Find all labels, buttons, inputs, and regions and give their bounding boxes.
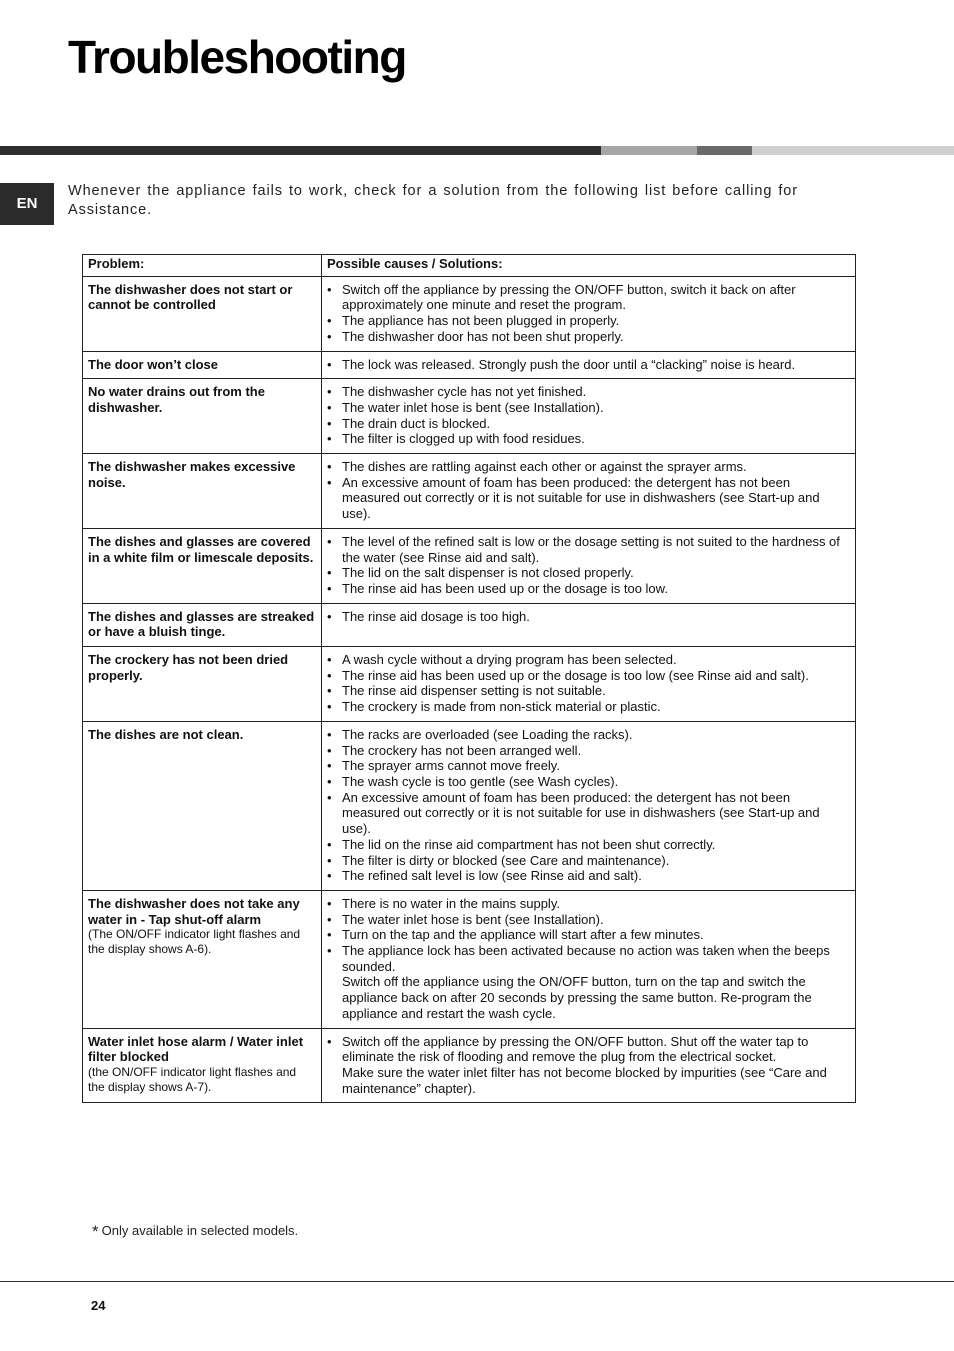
problem-title: No water drains out from the dishwasher.: [88, 384, 265, 415]
solution-item: • The wash cycle is too gentle (see Wash cycles).: [327, 774, 850, 790]
solutions-cell: [322, 276, 856, 351]
solution-item: • A wash cycle without a drying program has been selected.: [327, 652, 850, 668]
table-row: [83, 1028, 856, 1103]
solution-item: • The rinse aid has been used up or the dosage is too low.: [327, 581, 850, 597]
solution-item: • Switch off the appliance by pressing the ON/OFF button. Shut off the water tap to eliminate the risk of flooding and remove the plug from the electrical socket.: [327, 1034, 850, 1065]
solutions-list: [327, 727, 850, 884]
solution-item: • The crockery is made from non-stick material or plastic.: [327, 699, 850, 715]
problem-cell: [83, 276, 322, 351]
problem-title: The door won’t close: [88, 356, 219, 372]
solutions-list: [327, 459, 850, 522]
solution-item: • The filter is dirty or blocked (see Care and maintenance).: [327, 853, 850, 869]
solutions-cell: [322, 603, 856, 646]
solutions-list: [327, 896, 850, 1022]
intro-text: Whenever the appliance fails to work, check for a solution from the following list before calling for Assistance.: [68, 183, 798, 218]
solution-item: • The water inlet hose is bent (see Installation).: [327, 912, 850, 928]
solution-item: • The filter is clogged up with food residues.: [327, 431, 850, 447]
solutions-cell: [322, 379, 856, 454]
solution-item: Switch off the appliance using the ON/OFF button, turn on the tap and switch the appliance back on after 20 seconds by pressing the same button. Re-program the appliance and restart the wash cycle.: [342, 974, 812, 1021]
solutions-cell: [322, 721, 856, 890]
solution-item: • The water inlet hose is bent (see Installation).: [327, 400, 850, 416]
table-row: [83, 647, 856, 722]
solution-item: • The rinse aid has been used up or the dosage is too low (see Rinse aid and salt).: [327, 668, 850, 684]
solutions-cell: [322, 890, 856, 1028]
solutions-list: [327, 384, 850, 447]
solution-item: • Switch off the appliance by pressing the ON/OFF button, switch it back on after approximately one minute and reset the program.: [327, 282, 850, 313]
column-header-solutions: Possible causes / Solutions:: [322, 255, 856, 277]
table-row: [83, 721, 856, 890]
problem-note: (the ON/OFF indicator light flashes and the display shows A-7).: [88, 1064, 297, 1094]
solution-item: • The rinse aid dispenser setting is not suitable.: [327, 683, 850, 699]
solution-item: • The level of the refined salt is low or the dosage setting is not suited to the hardness of the water (see Rinse aid and salt).: [327, 534, 850, 565]
table-row: [83, 454, 856, 529]
solutions-list: [327, 1034, 850, 1097]
problem-title: The dishwasher does not take any water in - Tap shut-off alarm: [88, 895, 300, 927]
table-row: [83, 276, 856, 351]
solution-item: • The refined salt level is low (see Rinse aid and salt).: [327, 868, 850, 884]
problem-title: The dishes and glasses are streaked or have a bluish tinge.: [88, 608, 315, 640]
solution-item: • The appliance lock has been activated because no action was taken when the beeps sounded.: [327, 943, 850, 974]
problem-title: Water inlet hose alarm / Water inlet filter blocked: [88, 1033, 304, 1065]
solution-item: • The appliance has not been plugged in properly.: [327, 313, 850, 329]
solutions-list: [327, 652, 850, 715]
page-title: Troubleshooting: [68, 31, 406, 83]
solution-item: • The lock was released. Strongly push the door until a “clacking” noise is heard.: [327, 357, 850, 373]
solutions-cell: [322, 454, 856, 529]
table-row: [83, 603, 856, 646]
footnote: [92, 1222, 298, 1242]
table-row: [83, 528, 856, 603]
problem-title: The dishwasher does not start or cannot be controlled: [88, 281, 293, 313]
solution-item: Make sure the water inlet filter has not become blocked by impurities (see “Care and maintenance” chapter).: [342, 1064, 827, 1096]
problem-cell: [83, 454, 322, 529]
table-row: [83, 890, 856, 1028]
footnote-text: Only available in selected models.: [101, 1223, 299, 1238]
solution-item: • An excessive amount of foam has been produced: the detergent has not been measured out correctly or it is not suitable for use in dishwashers (see Start-up and use).: [327, 475, 850, 522]
solution-item: • The sprayer arms cannot move freely.: [327, 758, 850, 774]
problem-cell: [83, 721, 322, 890]
solution-item: • There is no water in the mains supply.: [327, 896, 850, 912]
solution-item: • The drain duct is blocked.: [327, 416, 850, 432]
column-header-problem: Problem:: [83, 255, 322, 277]
solutions-list: [327, 609, 850, 625]
solution-item: • The dishes are rattling against each other or against the sprayer arms.: [327, 459, 850, 475]
problem-cell: [83, 528, 322, 603]
header-band-dark: [0, 146, 601, 155]
problem-title: The dishes and glasses are covered in a white film or limescale deposits.: [88, 533, 314, 565]
solution-item: • The dishwasher door has not been shut properly.: [327, 329, 850, 345]
problem-cell: [83, 351, 322, 379]
language-tab: EN: [0, 183, 54, 225]
solutions-cell: [322, 1028, 856, 1103]
solutions-list: [327, 357, 850, 373]
solution-item: • The crockery has not been arranged well.: [327, 743, 850, 759]
solutions-list: [327, 534, 850, 597]
table-body: [83, 276, 856, 1103]
solution-item: • The rinse aid dosage is too high.: [327, 609, 850, 625]
header-band-mid-gray: [697, 146, 752, 155]
table-row: [83, 351, 856, 379]
footer-rule: [0, 1281, 954, 1282]
solutions-list: [327, 282, 850, 345]
problem-cell: [83, 647, 322, 722]
solution-item: • An excessive amount of foam has been produced: the detergent has not been measured out correctly or it is not suitable for use in dishwashers (see Start-up and use).: [327, 790, 850, 837]
table-header-row: [83, 255, 856, 277]
solutions-cell: [322, 351, 856, 379]
header-band-light-gray: [601, 146, 697, 155]
solutions-cell: [322, 647, 856, 722]
problem-title: The dishes are not clean.: [88, 726, 244, 742]
solution-item: • The dishwasher cycle has not yet finished.: [327, 384, 850, 400]
troubleshooting-table: [82, 254, 856, 1103]
footnote-mark: *: [92, 1222, 99, 1241]
solution-item: • The lid on the rinse aid compartment has not been shut correctly.: [327, 837, 850, 853]
problem-cell: [83, 603, 322, 646]
problem-cell: [83, 1028, 322, 1103]
problem-note: (The ON/OFF indicator light flashes and the display shows A-6).: [88, 927, 301, 957]
table-row: [83, 379, 856, 454]
solution-item: • Turn on the tap and the appliance will start after a few minutes.: [327, 927, 850, 943]
header-band-pale-gray: [752, 146, 954, 155]
problem-title: The crockery has not been dried properly.: [88, 652, 289, 683]
problem-title: The dishwasher makes excessive noise.: [88, 459, 296, 490]
problem-cell: [83, 890, 322, 1028]
solution-item: • The racks are overloaded (see Loading the racks).: [327, 727, 850, 743]
solution-item: • The lid on the salt dispenser is not closed properly.: [327, 565, 850, 581]
problem-cell: [83, 379, 322, 454]
solutions-cell: [322, 528, 856, 603]
page-number: 24: [91, 1298, 106, 1313]
